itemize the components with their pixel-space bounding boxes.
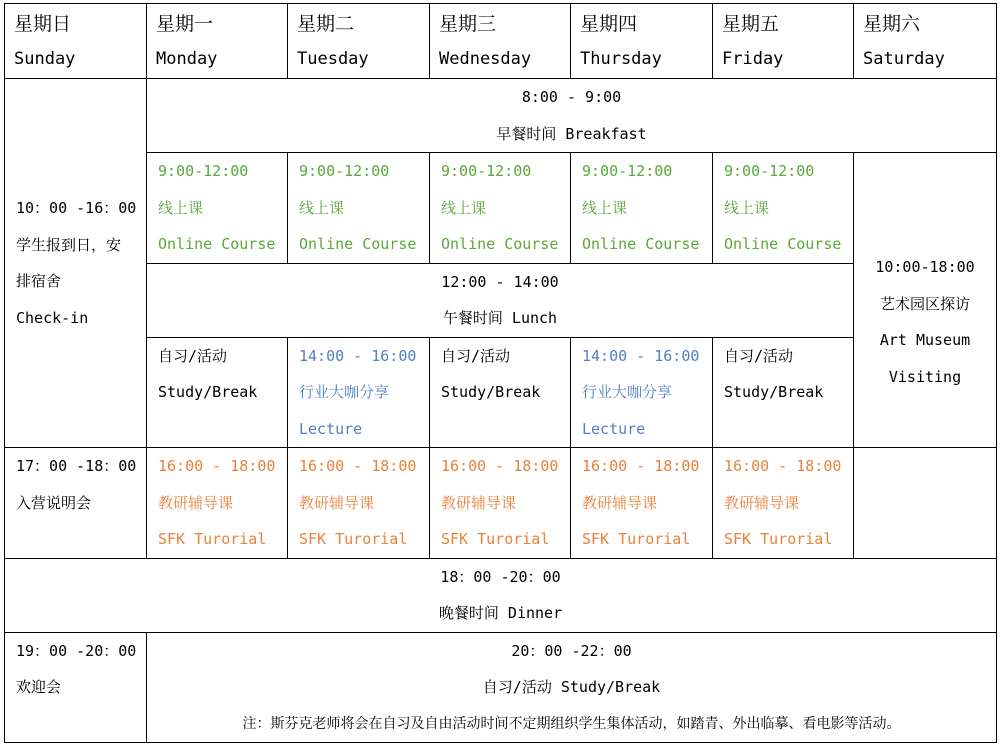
orientation-cell — [5, 448, 147, 559]
course-en: Online Course — [582, 235, 700, 253]
tutorial-cn: 教研辅导课 — [441, 493, 517, 512]
header-wednesday — [430, 4, 571, 79]
day-cn: 星期一 — [156, 13, 214, 35]
lecture-en: Lecture — [299, 419, 363, 438]
study-en: Study/Break — [724, 383, 824, 401]
tutorial-cn: 教研辅导课 — [582, 493, 658, 512]
course-cn: 线上课 — [582, 198, 628, 217]
day-cn: 星期六 — [863, 13, 921, 35]
evening-time: 20：00 -22：00 — [511, 641, 632, 660]
tutorial-thu — [571, 448, 713, 559]
course-cn: 线上课 — [724, 198, 770, 217]
course-en: Online Course — [299, 235, 417, 253]
day-en: Sunday — [14, 49, 76, 69]
course-time: 9:00-12:00 — [724, 162, 815, 180]
course-cn: 线上课 — [158, 198, 204, 217]
online-course-fri — [713, 153, 854, 264]
tutorial-tue — [288, 448, 430, 559]
tutorial-en: SFK Turorial — [582, 530, 691, 548]
header-saturday — [854, 4, 997, 79]
tutorial-time: 16:00 - 18:00 — [158, 457, 276, 475]
course-en: Online Course — [158, 235, 276, 253]
day-en: Monday — [156, 49, 218, 69]
day-cn: 星期四 — [580, 13, 638, 35]
tutorial-time: 16:00 - 18:00 — [299, 457, 417, 475]
study-mon — [147, 337, 288, 448]
header-sunday — [5, 4, 147, 79]
course-time: 9:00-12:00 — [441, 162, 532, 180]
footnote: 注：斯芬克老师将会在自习及自由活动时间不定期组织学生集体活动，如踏青、外出临摹、看电影等活动。 — [242, 715, 901, 732]
day-en: Thursday — [580, 49, 662, 69]
evening-cell — [147, 632, 997, 743]
study-en: Study/Break — [158, 383, 258, 401]
welcome-time: 19：00 -20：00 — [16, 641, 137, 660]
day-en: Friday — [722, 49, 784, 69]
lecture-tue — [288, 337, 430, 448]
dinner-time: 18：00 -20：00 — [440, 567, 561, 586]
study-cn: 自习/活动 — [158, 346, 228, 365]
course-cn: 线上课 — [299, 198, 345, 217]
day-cn: 星期二 — [297, 13, 355, 35]
lecture-cn: 行业大咖分享 — [299, 383, 390, 401]
checkin-text: 学生报到日，安 — [16, 235, 122, 254]
lunch-label: 午餐时间 Lunch — [442, 309, 558, 327]
online-course-thu — [571, 153, 713, 264]
checkin-text: 排宿舍 — [16, 272, 62, 290]
course-en: Online Course — [441, 235, 559, 253]
lecture-time: 14:00 - 16:00 — [582, 346, 700, 365]
tutorial-en: SFK Turorial — [158, 530, 267, 548]
tutorial-cn: 教研辅导课 — [158, 493, 234, 512]
checkin-time: 10：00 -16：00 — [16, 199, 137, 217]
lecture-time: 14:00 - 16:00 — [299, 346, 417, 365]
tutorial-time: 16:00 - 18:00 — [582, 457, 700, 475]
header-friday — [713, 4, 854, 79]
schedule-table — [4, 3, 997, 743]
museum-en: Art Museum — [879, 331, 971, 349]
online-course-wed — [430, 153, 571, 264]
header-row — [5, 4, 997, 79]
header-thursday — [571, 4, 713, 79]
welcome-label: 欢迎会 — [16, 678, 62, 696]
tutorial-en: SFK Turorial — [299, 530, 408, 548]
lecture-cn: 行业大咖分享 — [582, 383, 673, 401]
saturday-empty-cell — [854, 448, 997, 559]
day-en: Saturday — [863, 49, 945, 69]
dinner-cell — [5, 558, 997, 632]
orientation-label: 入营说明会 — [16, 493, 92, 512]
course-time: 9:00-12:00 — [582, 162, 673, 180]
sunday-checkin-cell — [5, 79, 147, 448]
lecture-thu — [571, 337, 713, 448]
museum-cn: 艺术园区探访 — [879, 294, 970, 313]
day-cn: 星期五 — [722, 13, 780, 35]
breakfast-time: 8:00 - 9:00 — [521, 88, 622, 106]
course-en: Online Course — [724, 235, 842, 253]
day-en: Tuesday — [297, 49, 369, 69]
breakfast-cell — [147, 79, 997, 153]
welcome-cell — [5, 632, 147, 743]
tutorial-fri — [713, 448, 854, 559]
tutorial-time: 16:00 - 18:00 — [724, 457, 842, 475]
museum-time: 10:00-18:00 — [875, 258, 975, 276]
online-course-tue — [288, 153, 430, 264]
study-cn: 自习/活动 — [724, 346, 794, 365]
online-course-mon — [147, 153, 288, 264]
lunch-time: 12:00 - 14:00 — [441, 272, 559, 291]
course-time: 9:00-12:00 — [299, 162, 390, 180]
tutorial-en: SFK Turorial — [724, 530, 833, 548]
dinner-label: 晚餐时间 Dinner — [438, 604, 563, 622]
day-en: Wednesday — [439, 49, 532, 69]
lecture-en: Lecture — [582, 419, 646, 438]
tutorial-time: 16:00 - 18:00 — [441, 457, 559, 475]
evening-label: 自习/活动 Study/Break — [482, 678, 661, 696]
lunch-cell — [147, 263, 854, 337]
day-cn: 星期三 — [439, 13, 497, 35]
study-wed — [430, 337, 571, 448]
tutorial-cn: 教研辅导课 — [299, 493, 375, 512]
study-cn: 自习/活动 — [441, 346, 511, 365]
day-cn: 星期日 — [14, 13, 72, 35]
saturday-museum-cell — [854, 153, 997, 448]
tutorial-cn: 教研辅导课 — [724, 493, 800, 512]
tutorial-mon — [147, 448, 288, 559]
study-fri — [713, 337, 854, 448]
study-en: Study/Break — [441, 383, 541, 401]
orientation-time: 17：00 -18：00 — [16, 457, 137, 475]
museum-en: Visiting — [888, 367, 962, 386]
tutorial-wed — [430, 448, 571, 559]
course-cn: 线上课 — [441, 198, 487, 217]
header-monday — [147, 4, 288, 79]
tutorial-en: SFK Turorial — [441, 530, 550, 548]
breakfast-label: 早餐时间 Breakfast — [496, 124, 647, 143]
header-tuesday — [288, 4, 430, 79]
course-time: 9:00-12:00 — [158, 162, 249, 180]
checkin-en: Check-in — [16, 308, 89, 327]
